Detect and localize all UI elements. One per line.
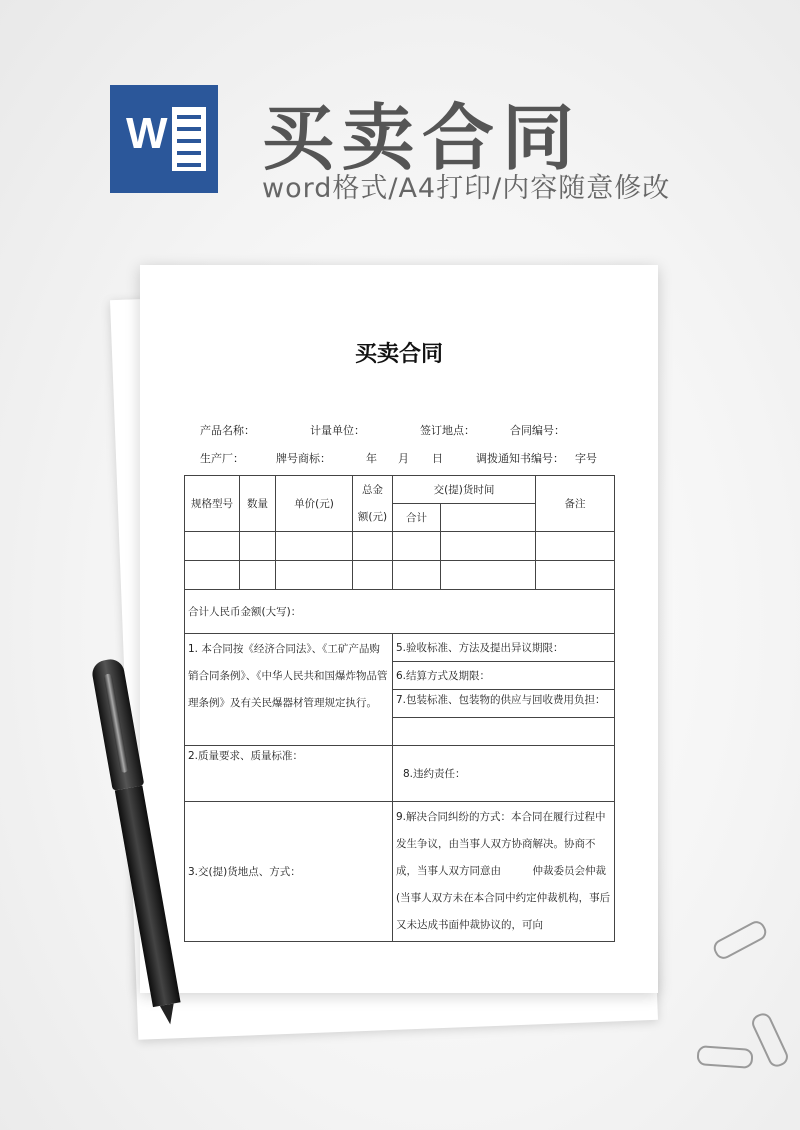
clause-8: 8.违约责任：	[393, 746, 615, 802]
paperclip-icon	[749, 1010, 791, 1069]
contract-table	[184, 475, 615, 942]
table-row	[185, 532, 615, 561]
manufacturer-label: 生产厂：	[200, 452, 244, 465]
header-remarks: 备注	[536, 476, 615, 532]
zi-hao-label: 字号	[575, 452, 597, 465]
header-delivery-time: 交(提)货时间	[393, 476, 536, 504]
header-total-amount-top: 总金	[353, 476, 393, 504]
brand-label: 牌号商标：	[276, 452, 331, 465]
clause-3: 3.交(提)货地点、方式：	[185, 802, 393, 942]
contract-page	[140, 265, 658, 993]
clause-1: 1. 本合同按《经济合同法》、《工矿产品购销合同条例》、《中华人民共和国爆炸物品管理条例》及有关民爆器材管理规定执行。	[185, 634, 393, 746]
notice-no-label: 调拨通知书编号：	[476, 452, 564, 465]
table-row	[185, 561, 615, 590]
clause-9: 9.解决合同纠纷的方式：本合同在履行过程中发生争议，由当事人双方协商解决。协商不成，当事人双方同意由 仲裁委员会仲裁(当事人双方未在本合同中约定仲裁机构，事后又未达成书面仲裁协议的，可向	[393, 802, 615, 942]
month-label: 月	[398, 452, 409, 465]
paperclip-icon	[711, 918, 770, 962]
year-label: 年	[366, 452, 377, 465]
clause-2: 2.质量要求、质量标准：	[185, 746, 393, 802]
word-logo-icon	[110, 85, 218, 193]
sign-place-label: 签订地点：	[420, 424, 475, 437]
header-subtotal: 合计	[393, 504, 441, 532]
header-unit-price: 单价(元)	[276, 476, 353, 532]
header-total-amount-bottom: 额(元)	[353, 504, 393, 532]
total-rmb-row: 合计人民币金额(大写)：	[185, 590, 615, 634]
word-logo-letter: W	[126, 109, 168, 158]
clause-6: 6.结算方式及期限：	[393, 662, 615, 690]
clause-5: 5.验收标准、方法及提出异议期限：	[393, 634, 615, 662]
word-logo-lines	[172, 107, 206, 171]
clause-7-space	[393, 718, 615, 746]
product-name-label: 产品名称：	[200, 424, 255, 437]
day-label: 日	[432, 452, 443, 465]
header-spec-model: 规格型号	[185, 476, 240, 532]
clause-7: 7.包装标准、包装物的供应与回收费用负担：	[393, 690, 615, 718]
document-title: 买卖合同	[354, 342, 443, 367]
header-blank-cell	[441, 504, 536, 532]
contract-no-label: 合同编号：	[510, 424, 565, 437]
paperclip-icon	[696, 1045, 753, 1069]
banner-title: 买卖合同	[262, 96, 583, 180]
banner-subtitle: word格式/A4打印/内容随意修改	[262, 173, 671, 204]
unit-label: 计量单位：	[310, 424, 365, 437]
header-quantity: 数量	[240, 476, 276, 532]
